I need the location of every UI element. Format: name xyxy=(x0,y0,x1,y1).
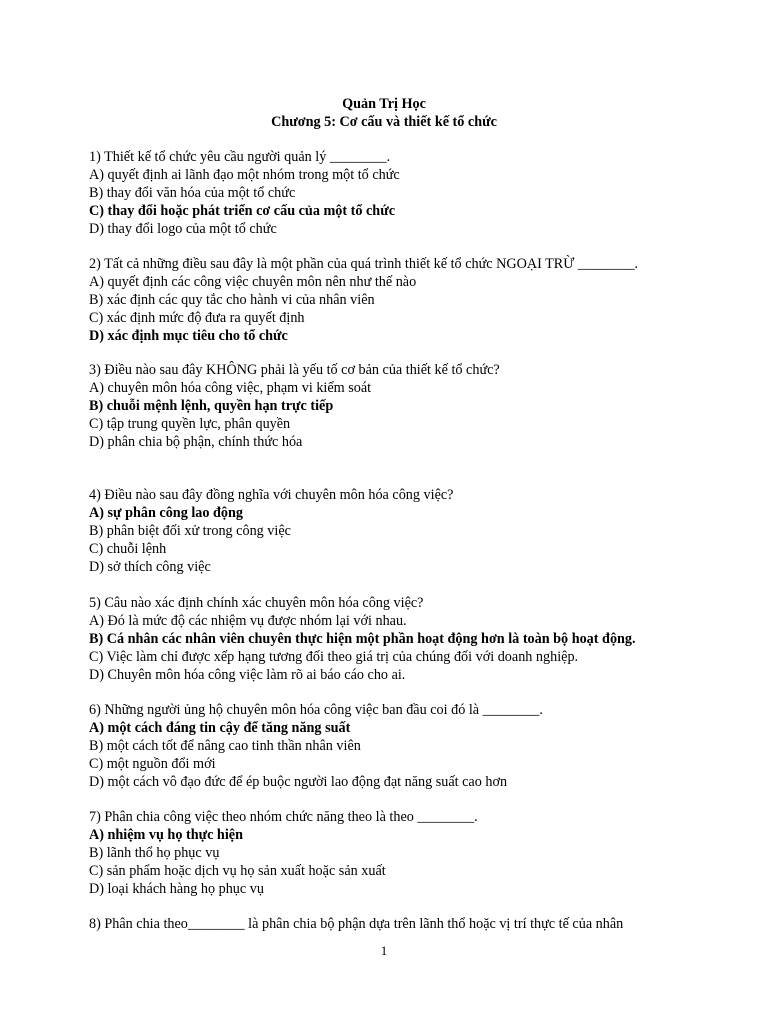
answer-option: B) phân biệt đối xử trong công việc xyxy=(89,523,291,539)
correct-answer-option: A) nhiệm vụ họ thực hiện xyxy=(89,827,243,843)
correct-answer-option: B) chuỗi mệnh lệnh, quyền hạn trực tiếp xyxy=(89,398,334,414)
correct-answer-option: B) Cá nhân các nhân viên chuyên thực hiện một phần hoạt động hơn là toàn bộ hoạt động. xyxy=(89,631,636,647)
page-number: 1 xyxy=(380,943,388,958)
correct-answer-option: D) xác định mục tiêu cho tổ chức xyxy=(89,328,288,344)
answer-option: B) thay đổi văn hóa của một tổ chức xyxy=(89,185,296,201)
correct-answer-option: A) một cách đáng tin cậy để tăng năng suất xyxy=(89,720,351,736)
correct-answer-option: C) thay đổi hoặc phát triển cơ cấu của một tổ chức xyxy=(89,203,396,219)
question-5 xyxy=(89,594,749,684)
question-2 xyxy=(89,255,749,345)
question-text: 3) Điều nào sau đây KHÔNG phải là yếu tố cơ bản của thiết kế tổ chức? xyxy=(89,362,500,378)
answer-option: C) tập trung quyền lực, phân quyền xyxy=(89,416,291,432)
question-text: 7) Phân chia công việc theo nhóm chức năng theo là theo ________. xyxy=(89,809,478,825)
question-text: 2) Tất cả những điều sau đây là một phần của quá trình thiết kế tổ chức NGOẠI TRỪ ________. xyxy=(89,256,639,272)
question-text: 8) Phân chia theo________ là phân chia bộ phận dựa trên lãnh thổ hoặc vị trí thực tế của nhân xyxy=(89,916,624,932)
answer-option: C) chuỗi lệnh xyxy=(89,541,167,557)
answer-option: D) một cách vô đạo đức để ép buộc người lao động đạt năng suất cao hơn xyxy=(89,774,508,790)
chapter-title: Chương 5: Cơ cấu và thiết kế tổ chức xyxy=(271,114,497,130)
question-text: 6) Những người ủng hộ chuyên môn hóa công việc ban đầu coi đó là ________. xyxy=(89,702,543,718)
answer-option: C) xác định mức độ đưa ra quyết định xyxy=(89,310,305,326)
answer-option: B) xác định các quy tắc cho hành vi của nhân viên xyxy=(89,292,375,308)
correct-answer-option: A) sự phân công lao động xyxy=(89,505,243,521)
document-title: Quản Trị Học xyxy=(342,96,426,112)
answer-option: D) thay đổi logo của một tổ chức xyxy=(89,221,277,237)
answer-option: B) lãnh thổ họ phục vụ xyxy=(89,845,220,861)
question-6 xyxy=(89,701,749,791)
question-1 xyxy=(89,148,749,238)
answer-option: A) quyết định các công việc chuyên môn nên như thế nào xyxy=(89,274,417,290)
answer-option: D) Chuyên môn hóa công việc làm rõ ai báo cáo cho ai. xyxy=(89,667,406,683)
answer-option: C) Việc làm chỉ được xếp hạng tương đối theo giá trị của chúng đối với doanh nghiệp. xyxy=(89,649,579,665)
answer-option: A) quyết định ai lãnh đạo một nhóm trong một tổ chức xyxy=(89,167,400,183)
answer-option: A) chuyên môn hóa công việc, phạm vi kiểm soát xyxy=(89,380,372,396)
question-7 xyxy=(89,808,749,898)
answer-option: D) sở thích công việc xyxy=(89,559,211,575)
answer-option: C) sản phẩm hoặc dịch vụ họ sản xuất hoặc sản xuất xyxy=(89,863,386,879)
question-text: 1) Thiết kế tổ chức yêu cầu người quản lý ________. xyxy=(89,149,391,165)
answer-option: C) một nguồn đổi mới xyxy=(89,756,216,772)
answer-option: B) một cách tốt để nâng cao tinh thần nhân viên xyxy=(89,738,361,754)
answer-option: A) Đó là mức độ các nhiệm vụ được nhóm lại với nhau. xyxy=(89,613,407,629)
answer-option: D) phân chia bộ phận, chính thức hóa xyxy=(89,434,303,450)
answer-option: D) loại khách hàng họ phục vụ xyxy=(89,881,264,897)
question-8 xyxy=(89,915,749,933)
question-text: 4) Điều nào sau đây đồng nghĩa với chuyên môn hóa công việc? xyxy=(89,487,454,503)
question-3 xyxy=(89,361,749,451)
question-4 xyxy=(89,486,749,576)
question-text: 5) Câu nào xác định chính xác chuyên môn hóa công việc? xyxy=(89,595,424,611)
